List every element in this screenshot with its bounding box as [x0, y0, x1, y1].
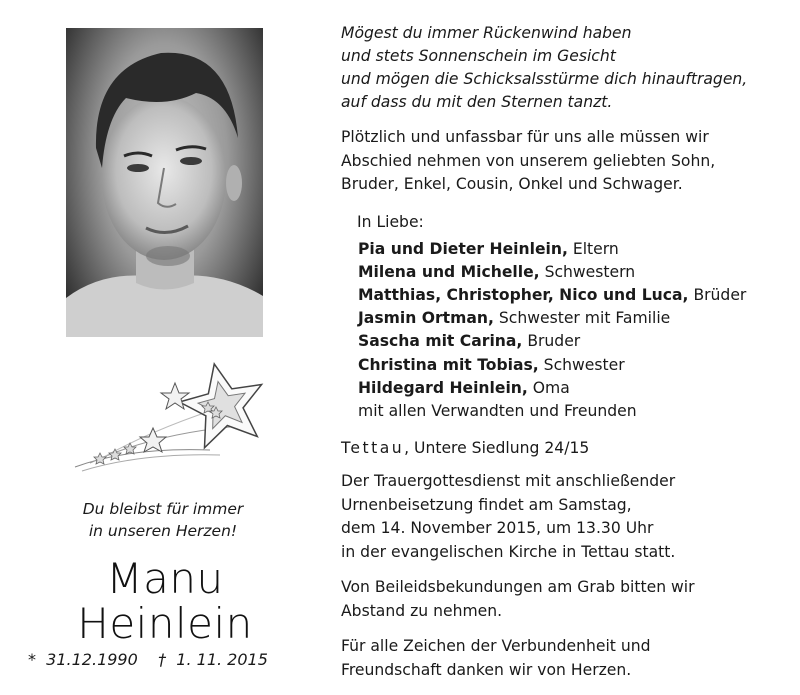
- condolences-note: [341, 576, 791, 623]
- mourner-entry: [358, 261, 791, 284]
- condolences-line: Abstand zu nehmen.: [341, 601, 503, 620]
- portrait-photo: [66, 28, 263, 337]
- service-line: Urnenbeisetzung findet am Samstag,: [341, 495, 632, 514]
- mourner-relation: Eltern: [567, 239, 619, 258]
- mourner-relation: Brüder: [688, 285, 747, 304]
- poem-line: und mögen die Schicksalsstürme dich hinauftragen,: [341, 70, 748, 88]
- mourner-names: Milena und Michelle,: [358, 262, 540, 281]
- death-date: 1. 11. 2015: [176, 650, 268, 669]
- mourner-names: Sascha mit Carina,: [358, 332, 523, 351]
- service-line: in der evangelischen Kirche in Tettau statt.: [341, 542, 676, 561]
- address: [341, 436, 791, 460]
- life-dates: [28, 650, 308, 669]
- poem-line: auf dass du mit den Sternen tanzt.: [341, 93, 613, 111]
- mourner-names: Jasmin Ortman,: [358, 309, 494, 328]
- mourner-relation: Bruder: [522, 332, 581, 351]
- mourners-list: [341, 238, 791, 424]
- announcement-line: Plötzlich und unfassbar für uns alle müssen wir: [341, 128, 709, 146]
- service-line: dem 14. November 2015, um 13.30 Uhr: [341, 519, 654, 538]
- shooting-stars-icon: [70, 355, 270, 480]
- birth-symbol: *: [28, 650, 36, 669]
- announcement-line: Abschied nehmen von unserem geliebten Sohn,: [341, 151, 716, 170]
- announcement: [341, 126, 791, 197]
- mourner-names: Christina mit Tobias,: [358, 355, 539, 374]
- address-town: Tettau: [341, 439, 405, 458]
- first-name: Manu: [106, 554, 224, 603]
- mourner-relation: Schwestern: [539, 262, 636, 281]
- deceased-name: [40, 556, 290, 646]
- mourner-entry: [358, 330, 791, 353]
- funeral-service-info: [341, 470, 791, 564]
- poem-line: Mögest du immer Rückenwind haben: [341, 24, 632, 42]
- mourner-names: Matthias, Christopher, Nico und Luca,: [358, 285, 689, 304]
- memorial-motto: [60, 498, 266, 542]
- last-name: Heinlein: [77, 599, 253, 648]
- announcement-line: Bruder, Enkel, Cousin, Onkel und Schwager.: [341, 175, 683, 193]
- thanks-line: Freundschaft danken wir von Herzen.: [341, 660, 632, 679]
- death-symbol: †: [158, 650, 167, 669]
- mourner-entry: [358, 377, 791, 400]
- poem: [341, 22, 791, 114]
- mourner-entry: [358, 354, 791, 377]
- motto-line: in unseren Herzen!: [88, 522, 238, 540]
- mourner-relation: Schwester: [538, 355, 625, 374]
- mourner-names: Hildegard Heinlein,: [358, 378, 528, 397]
- thanks-note: [341, 635, 791, 682]
- mourner-names: Pia und Dieter Heinlein,: [358, 239, 568, 258]
- mourner-entry: [358, 307, 791, 330]
- mourners-closing: mit allen Verwandten und Freunden: [358, 401, 637, 420]
- portrait-illustration: [66, 28, 263, 337]
- birth-date: 31.12.1990: [46, 650, 138, 669]
- mourner-entry: [358, 238, 791, 261]
- motto-line: Du bleibst für immer: [82, 500, 244, 518]
- address-street: , Untere Siedlung 24/15: [404, 439, 590, 458]
- in-liebe-heading: In Liebe:: [357, 212, 424, 231]
- poem-line: und stets Sonnenschein im Gesicht: [341, 47, 616, 65]
- obituary-text: [341, 22, 791, 682]
- service-line: Der Trauergottesdienst mit anschließender: [341, 472, 676, 491]
- mourner-entry: [358, 284, 791, 307]
- thanks-line: Für alle Zeichen der Verbundenheit und: [341, 637, 651, 656]
- condolences-line: Von Beileidsbekundungen am Grab bitten wir: [341, 578, 695, 597]
- mourner-relation: Schwester mit Familie: [493, 309, 671, 328]
- mourner-relation: Oma: [527, 378, 570, 397]
